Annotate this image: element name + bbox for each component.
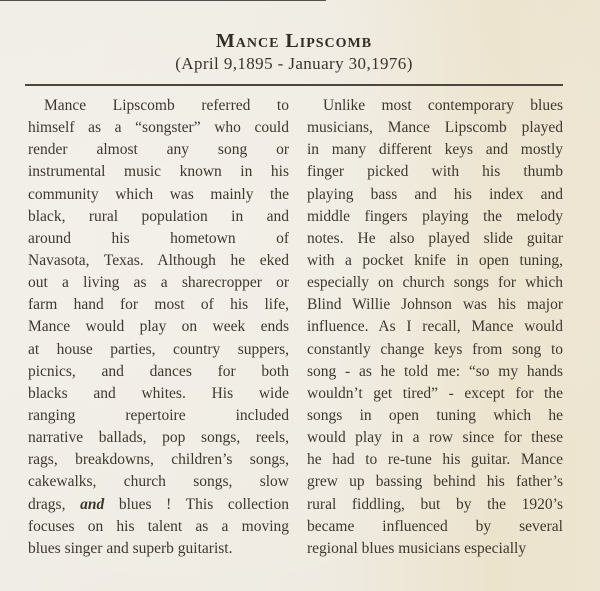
page-subtitle: (April 9,1895 - January 30,1976) bbox=[175, 54, 413, 73]
text-segment: around his hometown of bbox=[28, 229, 289, 247]
text-line bbox=[307, 516, 563, 538]
text-segment: community which was mainly the bbox=[28, 185, 289, 203]
text-line bbox=[307, 471, 563, 493]
text-line bbox=[28, 139, 289, 161]
text-segment: regional blues musicians especially bbox=[307, 539, 527, 557]
text-line bbox=[307, 294, 563, 316]
emphasized-word: and bbox=[80, 495, 105, 513]
text-line bbox=[307, 139, 563, 161]
text-line bbox=[28, 316, 289, 338]
text-segment: musicians, Mance Lipscomb played bbox=[307, 119, 563, 137]
text-line bbox=[28, 405, 289, 427]
text-line bbox=[307, 494, 563, 516]
text-line bbox=[307, 206, 563, 228]
text-line bbox=[28, 294, 289, 316]
text-line bbox=[307, 117, 563, 139]
text-line bbox=[307, 449, 563, 471]
text-line bbox=[28, 516, 289, 538]
text-segment: grew up bassing behind his father’s bbox=[307, 473, 563, 491]
text-segment: picnics, and dances for both bbox=[28, 362, 289, 380]
text-segment: drags, bbox=[28, 495, 81, 513]
text-segment: ranging repertoire included bbox=[28, 406, 289, 424]
text-line bbox=[307, 228, 563, 250]
text-line bbox=[28, 272, 289, 294]
text-line bbox=[307, 361, 563, 383]
text-line bbox=[28, 117, 289, 139]
text-segment: blacks and whites. His wide bbox=[28, 384, 289, 402]
text-line bbox=[28, 427, 289, 449]
body-text bbox=[28, 95, 563, 560]
text-segment: Blind Willie Johnson was his major bbox=[307, 296, 563, 314]
text-segment: especially on church songs for which bbox=[307, 274, 563, 292]
divider-rule bbox=[25, 84, 563, 86]
text-segment: would play in a row since for these bbox=[307, 429, 563, 447]
text-segment: influence. As I recall, Mance would bbox=[307, 318, 563, 336]
text-segment: with a pocket knife in open tuning, bbox=[307, 251, 563, 269]
text-line bbox=[28, 250, 289, 272]
text-line bbox=[28, 184, 289, 206]
text-line bbox=[307, 250, 563, 272]
text-line bbox=[28, 383, 289, 405]
scan-edge-artifact bbox=[0, 0, 326, 1]
text-line bbox=[307, 339, 563, 361]
text-line bbox=[28, 228, 289, 250]
text-line bbox=[307, 184, 563, 206]
text-line bbox=[28, 339, 289, 361]
text-segment: constantly change keys from song to bbox=[307, 340, 563, 358]
text-segment: farm hand for most of his life, bbox=[28, 296, 289, 314]
text-line bbox=[307, 427, 563, 449]
text-segment: black, rural population in and bbox=[28, 207, 289, 225]
text-segment: out a living as a sharecropper or bbox=[28, 274, 289, 292]
text-segment: rural fiddling, but by the 1920’s bbox=[307, 495, 563, 513]
text-segment: rags, breakdowns, children’s songs, bbox=[28, 451, 289, 469]
text-segment: middle fingers playing the melody bbox=[307, 207, 563, 225]
page-header bbox=[25, 30, 563, 74]
text-line bbox=[307, 405, 563, 427]
text-segment: Mance Lipscomb referred to bbox=[44, 97, 289, 114]
text-segment: in many different keys and mostly bbox=[307, 141, 563, 159]
text-line bbox=[28, 361, 289, 383]
text-line bbox=[28, 161, 289, 183]
text-line bbox=[307, 316, 563, 338]
text-line bbox=[307, 95, 563, 117]
text-segment: finger picked with his thumb bbox=[307, 163, 563, 181]
text-line bbox=[28, 449, 289, 471]
text-line bbox=[307, 161, 563, 183]
text-segment: blues singer and superb guitarist. bbox=[28, 539, 233, 557]
text-segment: playing bass and his index and bbox=[307, 185, 563, 203]
text-segment: cakewalks, church songs, slow bbox=[28, 473, 289, 491]
text-segment: focuses on his talent as a moving bbox=[28, 517, 289, 535]
right-column bbox=[307, 95, 563, 560]
text-line bbox=[28, 538, 289, 560]
text-segment: Unlike most contemporary blues bbox=[323, 97, 563, 114]
text-line bbox=[28, 206, 289, 228]
text-line bbox=[28, 471, 289, 493]
text-line bbox=[28, 95, 289, 117]
text-segment: Mance would play on week ends bbox=[28, 318, 289, 336]
text-segment: blues ! This collection bbox=[104, 495, 289, 513]
text-segment: notes. He also played slide guitar bbox=[307, 229, 563, 247]
text-line bbox=[307, 538, 563, 560]
text-line bbox=[307, 383, 563, 405]
text-line bbox=[307, 272, 563, 294]
text-segment: Navasota, Texas. Although he eked bbox=[28, 251, 289, 269]
text-segment: song - as he told me: “so my hands bbox=[307, 362, 563, 380]
text-line bbox=[28, 494, 289, 516]
text-segment: narrative ballads, pop songs, reels, bbox=[28, 429, 289, 447]
text-segment: wouldn’t get tired” - except for the bbox=[307, 384, 563, 402]
text-segment: became influenced by several bbox=[307, 517, 563, 535]
page-title: Mance Lipscomb bbox=[215, 30, 373, 52]
text-segment: at house parties, country suppers, bbox=[28, 340, 289, 358]
text-segment: render almost any song or bbox=[28, 141, 289, 159]
text-segment: songs in open tuning which he bbox=[307, 406, 563, 424]
text-segment: instrumental music known in his bbox=[28, 163, 289, 181]
text-segment: himself as a “songster” who could bbox=[28, 119, 289, 137]
text-segment: he had to re-tune his guitar. Mance bbox=[307, 451, 563, 469]
left-column bbox=[28, 95, 289, 560]
